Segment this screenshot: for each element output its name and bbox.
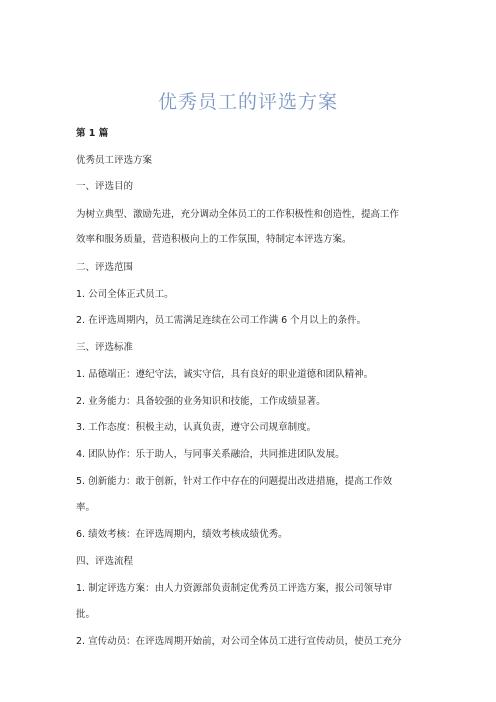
list-item-continuation: 率。 [76,502,96,513]
heading-scope: 二、评选范围 [76,262,134,273]
section-label: 第 1 篇 [76,128,109,139]
list-item: 4. 团队协作：乐于助人，与同事关系融洽，共同推进团队发展。 [76,449,345,460]
list-item: 2. 业务能力：具备较强的业务知识和技能，工作成绩显著。 [76,396,326,407]
document-subtitle: 优秀员工评选方案 [76,155,153,166]
list-item: 1. 制定评选方案：由人力资源部负责制定优秀员工评选方案，报公司领导审 [76,583,393,594]
list-item: 6. 绩效考核：在评选周期内，绩效考核成绩优秀。 [76,529,288,540]
list-item: 1. 品德端正：遵纪守法，诚实守信，具有良好的职业道德和团队精神。 [76,369,374,380]
heading-purpose: 一、评选目的 [76,181,134,192]
paragraph-line: 为树立典型、激励先进，充分调动全体员工的工作积极性和创造性，提高工作 [76,209,400,220]
paragraph-line: 效率和服务质量，营造积极向上的工作氛围，特制定本评选方案。 [76,234,352,245]
list-item: 2. 在评选周期内，员工需满足连续在公司工作满 6 个月以上的条件。 [76,315,367,326]
list-item: 2. 宣传动员：在评选周期开始前，对公司全体员工进行宣传动员，使员工充分 [76,636,402,647]
heading-process: 四、评选流程 [76,556,134,567]
list-item: 5. 创新能力：敢于创新，针对工作中存在的问题提出改进措施，提高工作效 [76,476,393,487]
heading-criteria: 三、评选标准 [76,342,134,353]
document-title: 优秀员工的评选方案 [157,91,338,113]
list-item-continuation: 批。 [76,609,96,620]
list-item: 1. 公司全体正式员工。 [76,289,174,300]
list-item: 3. 工作态度：积极主动，认真负责，遵守公司规章制度。 [76,422,317,433]
